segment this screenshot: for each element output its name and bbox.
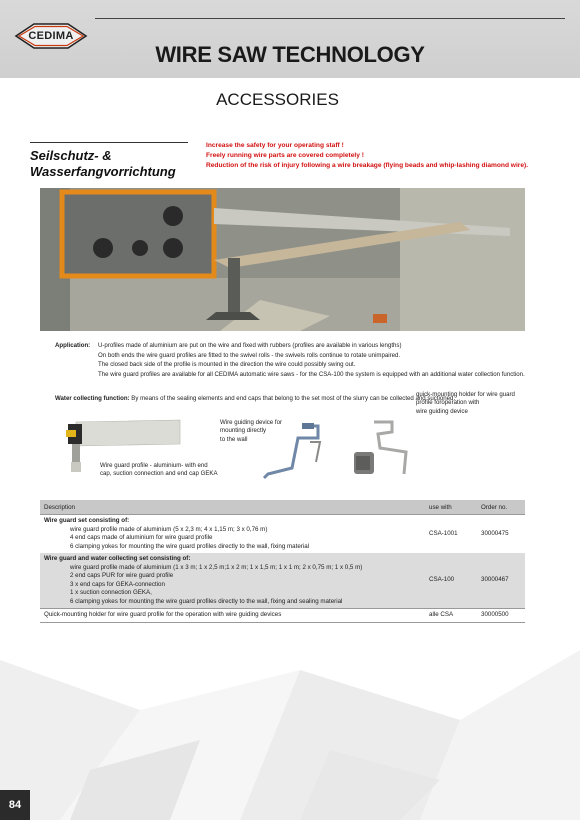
water-label: Water collecting function: [55,395,130,402]
application-line: On both ends the wire guard profiles are fitted to the swivel rolls - the swivels rolls continue to rotate unimpaired. [98,351,401,359]
set-item: 4 end caps made of aluminium for wire guard profile [70,534,213,541]
set-item: wire guard profile made of aluminium (1 x 3 m; 1 x 2,5 m;1 x 2 m; 1 x 1,5 m; 1 x 1 m; 2 x 0,75 m; 1 x 0,5 m) [70,563,363,571]
caption-line: mounting directly [220,427,267,435]
application-line: U-profiles made of aluminium are put on the wire and fixed with rubbers (profiles are available in various lengths) [98,342,402,349]
highlight-line: Increase the safety for your operating staff ! [206,142,344,149]
caption-line: cap, suction connection and end cap GEKA [100,470,218,478]
application-label: Application: [55,342,91,349]
table-row [40,553,525,609]
set-item: 6 clamping yokes for mounting the wire guard profiles directly to the wall, fixing material [70,542,310,550]
caption-line: Wire guard profile - aluminium- with end [100,462,208,469]
highlights [206,141,566,171]
wire-guiding-device-image [258,420,338,485]
set-title: Wire guard and water collecting set consisting of: [44,555,191,562]
section-heading-line1: Seilschutz- & [30,148,112,163]
page-number: 84 [0,790,30,820]
highlight-line: Reduction of the risk of injury following a wire breakage (flying beads and whip-lashing diamond wire). [206,162,529,169]
row-description: Quick-mounting holder for wire guard profile for the operation with wire guiding devices [40,609,425,623]
page-subtitle: ACCESSORIES [216,90,339,109]
wire-guard-installation-photo [40,188,525,331]
caption-quick-holder [416,391,546,416]
page-title: WIRE SAW TECHNOLOGY [155,42,425,67]
section-heading [30,148,200,180]
row-description [40,515,425,554]
set-title: Wire guard set consisting of: [44,517,130,524]
logo-text: CEDIMA [28,30,74,42]
caption-line: profile foroperation with [416,399,480,407]
table-row [40,515,525,554]
product-table [40,500,525,623]
highlight-line: Freely running wire parts are covered completely ! [206,152,364,159]
row-use-with: CSA-1001 [425,515,477,554]
section-rule [30,142,188,143]
header-rule [95,18,565,19]
application-line: The wire guard profiles are available for all CEDIMA automatic wire saws - for the CSA-100 the system is equipped with an additional water collection function. [98,370,525,378]
caption-line: wire guiding device [416,407,468,415]
table-row [40,609,525,623]
background-facet-pattern [0,650,580,820]
section-heading-line2: Wasserfangvorrichtung [30,164,176,179]
set-item: 1 x suction connection GEKA, [70,589,152,596]
quick-mounting-holder-image [352,418,422,480]
row-order-no: 30000475 [477,515,525,554]
application-line: The closed back side of the profile is mounted in the direction the wire could possibly swing out. [98,361,356,368]
row-order-no: 30000500 [477,609,525,623]
set-item: 6 clamping yokes for mounting the wire guard profiles directly to the wall, fixing and sealing material [70,597,343,605]
caption-line: quick-mounting holder for wire guard [416,391,515,398]
table-header-row [40,500,525,515]
row-use-with: alle CSA [425,609,477,623]
row-use-with: CSA-100 [425,553,477,609]
caption-line: Wire guiding device for [220,419,282,426]
set-item: 2 end caps PUR for wire guard profile [70,572,174,579]
set-item: wire guard profile made of aluminium (5 x 2,3 m; 4 x 1,15 m; 3 x 0,76 m) [70,525,268,533]
row-order-no: 30000467 [477,553,525,609]
caption-profile [100,462,240,479]
water-text: By means of the sealing elements and end caps that belong to the set most of the slurry can be collected and suctioned. [131,395,456,402]
caption-line: to the wall [220,435,248,443]
row-description [40,553,425,609]
header-use-with: use with [425,500,477,515]
set-item: 3 x end caps for GEKA-connection [70,580,165,588]
header-description: Description [40,500,425,515]
header-order-no: Order no. [477,500,525,515]
